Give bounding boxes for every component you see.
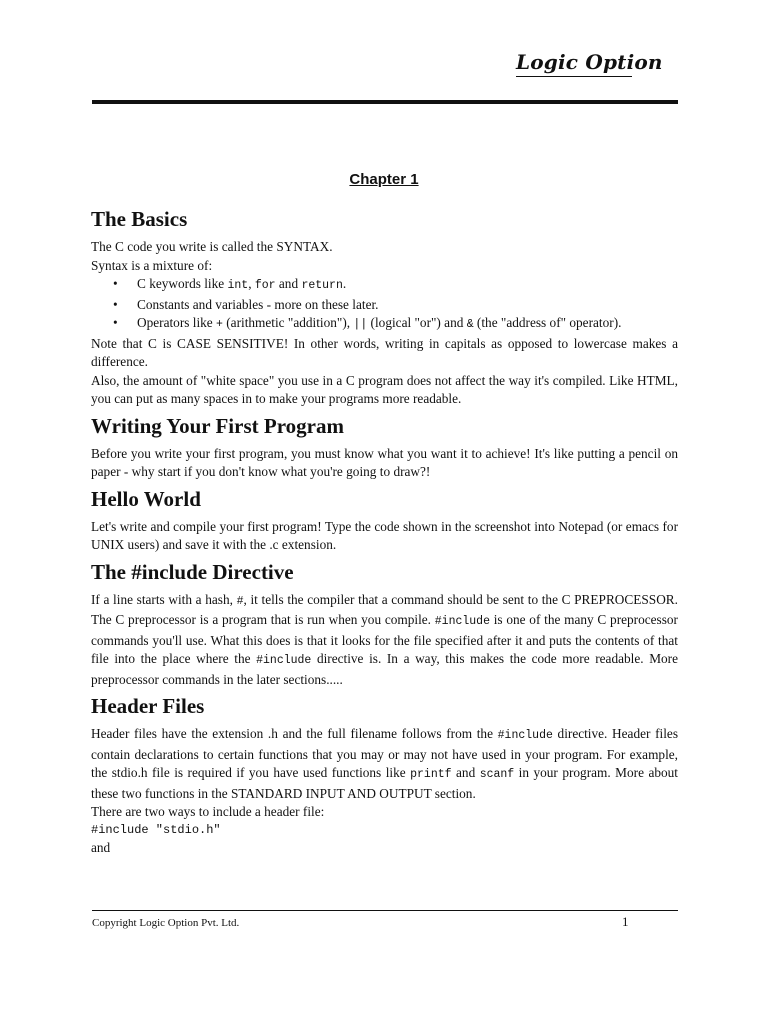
chapter-title — [0, 171, 768, 188]
code-inline: # — [236, 594, 244, 608]
footer-copyright: Copyright Logic Option Pvt. Ltd. — [92, 917, 240, 929]
text-run: and — [275, 276, 302, 291]
hello-world-paragraph: Let's write and compile your first program! Type the code shown in the screenshot into Notepad (or emacs for UNIX users) and save it with the .c extension. — [91, 518, 678, 552]
code-inline: scanf — [479, 768, 515, 781]
code-keyword: for — [254, 279, 276, 292]
code-operator: || — [353, 318, 368, 331]
code-operator: + — [216, 318, 223, 331]
text-run: Operators like — [137, 315, 217, 330]
basics-list — [91, 275, 678, 335]
text-run: (logical "or") and — [367, 315, 467, 330]
heading-first-program: Writing Your First Program — [91, 413, 344, 438]
heading-header-files: Header Files — [91, 694, 205, 718]
text-run: If a line starts with a hash, — [91, 591, 237, 607]
text-run: directive is. In a way, this makes the code more readable. More preprocessor commands in the later sections..... — [91, 651, 678, 687]
code-inline: #include — [497, 729, 553, 742]
text-run: , it tells the compiler that a command should be sent to the C PREPROCESSOR. The C preprocessor is a program that is run when you compile. — [91, 591, 678, 627]
heading-basics: The Basics — [91, 207, 188, 231]
header-files-paragraph — [91, 725, 678, 803]
text-run: , — [248, 276, 255, 291]
list-item — [91, 275, 678, 296]
footer-rule — [92, 910, 678, 911]
list-item — [91, 296, 678, 315]
code-keyword: return — [301, 279, 343, 292]
code-inline: #include — [256, 654, 312, 667]
text-run: C keywords like — [137, 276, 228, 291]
text-run: Constants and variables - more on these later. — [137, 296, 379, 312]
page-content — [91, 202, 678, 857]
code-inline: printf — [410, 768, 452, 781]
bullet-icon: • — [113, 315, 118, 330]
first-program-paragraph: Before you write your first program, you must know what you want it to achieve! It's like putting a pencil on paper - why start if you don't know what you're going to draw?! — [91, 445, 678, 479]
text-run: (the "address of" operator). — [473, 315, 622, 330]
text-run: directive. Header files contain declarations to certain functions that you may or may not have used in your program. For example, the stdio.h file is required if you have used functions like — [91, 726, 678, 780]
code-inline: #include — [434, 615, 490, 628]
basics-note-whitespace: Also, the amount of "white space" you use in a C program does not affect the way it's compiled. Like HTML, you can put as many spaces in to make your programs more readable. — [91, 372, 678, 406]
bullet-icon: • — [113, 296, 118, 312]
text-run: is one of the many C preprocessor commands you'll use. What this does is that it looks for the file specified after it and puts the contents of that file into the place where the — [91, 612, 678, 666]
list-item — [91, 314, 678, 335]
code-example: #include "stdio.h" — [91, 822, 221, 837]
code-operator: & — [466, 318, 474, 331]
bullet-icon: • — [113, 276, 118, 291]
brand-underline — [516, 76, 632, 77]
basics-intro-1: The C code you write is called the SYNTAX. — [91, 239, 333, 254]
code-keyword: int — [227, 279, 249, 292]
chapter-label: Chapter 1 — [349, 171, 419, 188]
basics-note-case: Note that C is CASE SENSITIVE! In other words, writing in capitals as opposed to lowercase makes a difference. — [91, 335, 678, 369]
heading-include-directive: The #include Directive — [91, 559, 294, 584]
include-paragraph — [91, 591, 678, 690]
text-run: and — [451, 765, 480, 780]
basics-intro-2: Syntax is a mixture of: — [91, 257, 213, 273]
brand-logo: Logic Option — [516, 50, 663, 74]
text-run: . — [342, 276, 347, 291]
page-number: 1 — [622, 914, 629, 929]
and-text: and — [91, 839, 111, 855]
text-run: Header files have the extension .h and the full filename follows from the — [91, 726, 498, 741]
header-files-ways: There are two ways to include a header file: — [91, 804, 325, 819]
heading-hello-world: Hello World — [91, 486, 201, 511]
text-run: in your program. More about these two functions in the STANDARD INPUT AND OUTPUT section. — [91, 765, 678, 801]
header-rule — [92, 100, 678, 104]
text-run: (arithmetic "addition"), — [222, 315, 354, 330]
